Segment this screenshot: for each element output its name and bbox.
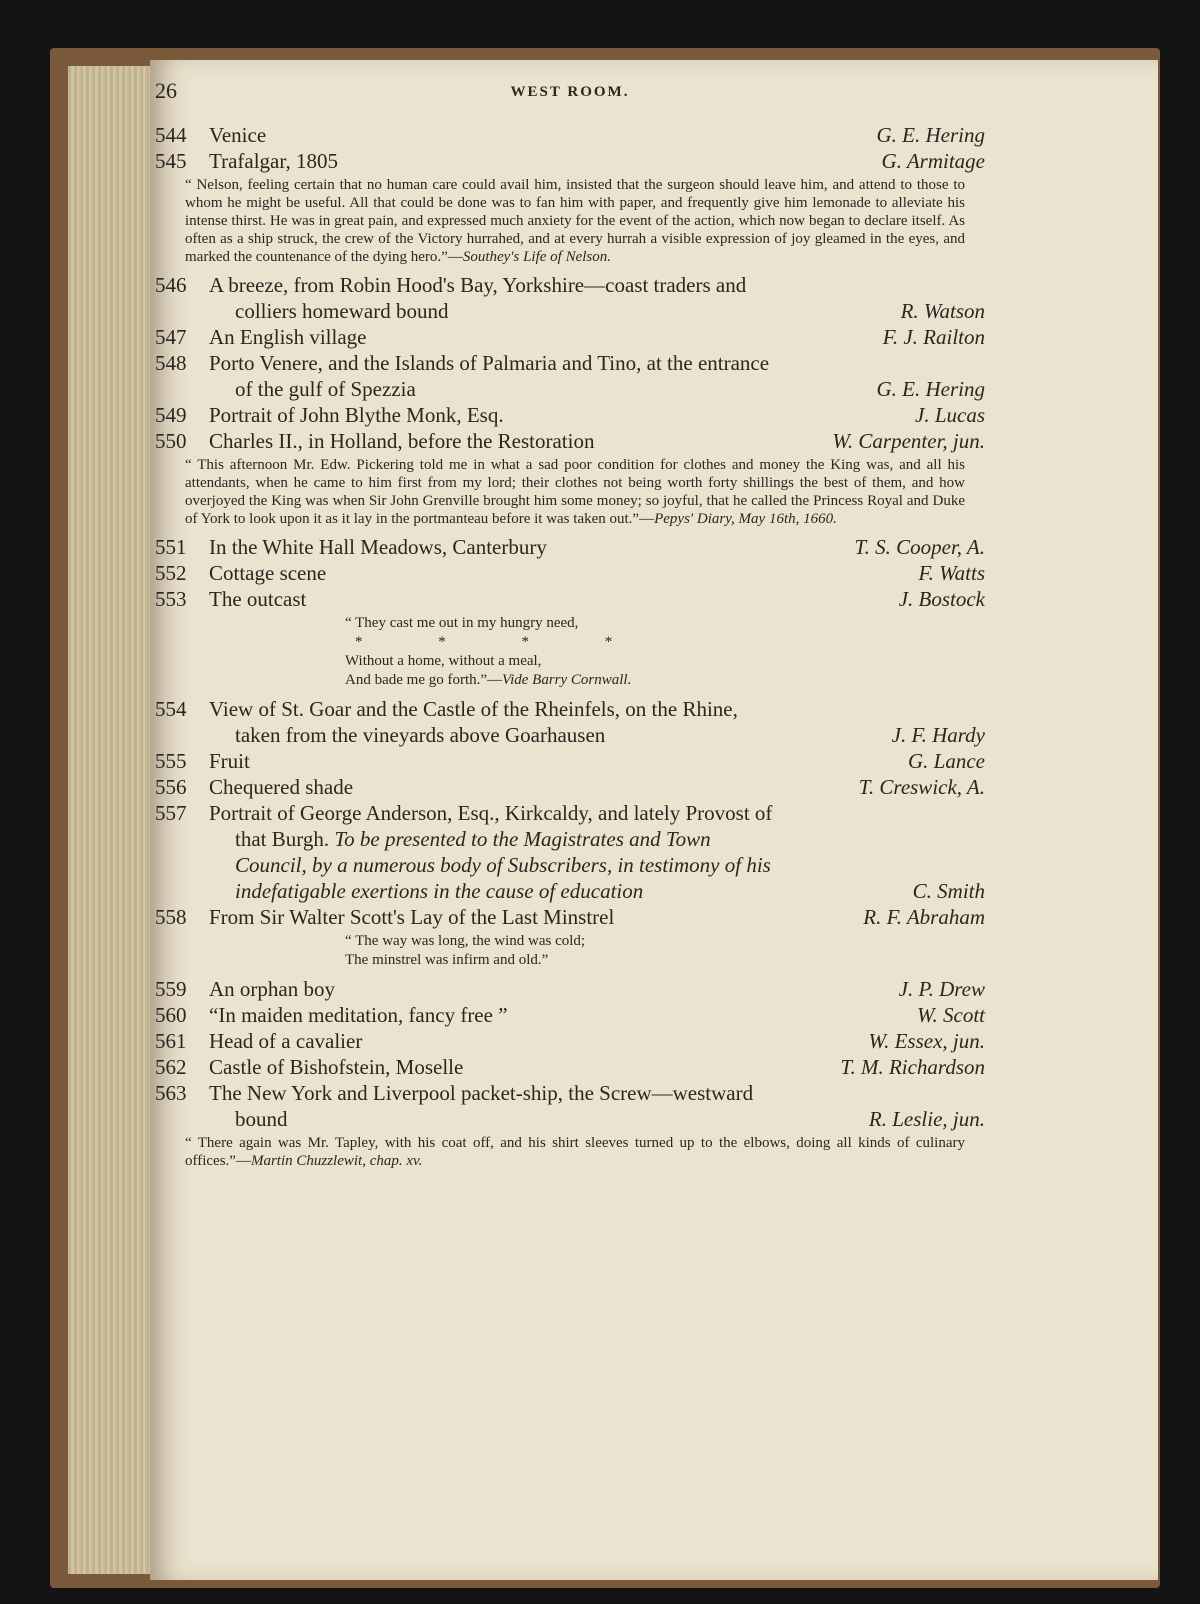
entry-title: An English village	[209, 325, 367, 349]
entry-artist: T. M. Richardson	[840, 1055, 985, 1079]
entry-title: Venice	[209, 123, 267, 147]
entry-number: 558	[155, 905, 187, 929]
entry-title: The outcast	[209, 587, 307, 611]
catalogue-entry	[155, 748, 985, 774]
entry-number: 544	[155, 123, 187, 147]
quote-text: “ There again was Mr. Tapley, with his coat off, and his shirt sleeves turned up to the elbows, doing all kinds of culinary offices.”—	[185, 1135, 965, 1169]
catalogue-entry	[155, 904, 985, 930]
entry-title-continued: taken from the vineyards above Goarhausen	[235, 723, 606, 747]
entry-artist: C. Smith	[912, 879, 985, 903]
quote-text: “ Nelson, feeling certain that no human care could avail him, insisted that the surgeon should leave him, and attend to those to whom he might be useful. All that could be done was to fan him with paper, and frequently give him lemonade to alleviate his intense thirst. He was in great pain, and expressed much anxiety for the event of the action, which now began to declare itself. As often as a ship struck, the crew of the Victory hurrahed, and at every hurrah a visible expression of joy gleamed in the eyes, and marked the countenance of the dying hero.”—	[185, 177, 965, 265]
entry-title: Charles II., in Holland, before the Restoration	[209, 429, 595, 453]
entry-title-continued	[235, 826, 985, 852]
catalogue-entry-continued	[155, 878, 985, 904]
entry-artist: T. Creswick, A.	[858, 775, 985, 799]
catalogue-entry	[155, 800, 985, 826]
quote-source: Pepys' Diary, May 16th, 1660.	[654, 511, 837, 527]
entry-artist: R. Watson	[900, 299, 985, 323]
entry-title-continued: of the gulf of Spezzia	[235, 377, 416, 401]
entry-number: 559	[155, 977, 187, 1001]
catalogue-entry	[155, 534, 985, 560]
entry-artist: J. Bostock	[898, 587, 985, 611]
catalogue-entry	[155, 324, 985, 350]
verse-line	[345, 671, 985, 690]
entry-artist: J. Lucas	[915, 403, 985, 427]
entry-number: 546	[155, 273, 187, 297]
entry-title: In the White Hall Meadows, Canterbury	[209, 535, 547, 559]
catalogue-entry	[155, 402, 985, 428]
catalogue-entry	[155, 148, 985, 174]
entry-title: Castle of Bishofstein, Moselle	[209, 1055, 464, 1079]
catalogue-entry	[155, 560, 985, 586]
entry-artist: W. Carpenter, jun.	[832, 429, 985, 453]
entry-title: Portrait of John Blythe Monk, Esq.	[209, 403, 504, 427]
entry-number: 561	[155, 1029, 187, 1053]
entry-number: 562	[155, 1055, 187, 1079]
entry-artist: F. Watts	[918, 561, 985, 585]
entry-artist: W. Essex, jun.	[868, 1029, 985, 1053]
entry-title: View of St. Goar and the Castle of the Rheinfels, on the Rhine,	[209, 697, 738, 721]
entry-title: Chequered shade	[209, 775, 354, 799]
entry-title-continued: indefatigable exertions in the cause of education	[235, 879, 644, 903]
entry-artist: G. E. Hering	[876, 377, 985, 401]
catalogue-entry	[155, 1002, 985, 1028]
entry-number: 548	[155, 351, 187, 375]
entry-number: 556	[155, 775, 187, 799]
entry-title-continued: bound	[235, 1107, 288, 1131]
catalogue-entry	[155, 122, 985, 148]
entry-quote	[155, 176, 985, 266]
verse-stars: * * * *	[355, 634, 649, 650]
catalogue-entry-continued	[155, 852, 985, 878]
entry-title: From Sir Walter Scott's Lay of the Last Minstrel	[209, 905, 615, 929]
entry-number: 563	[155, 1081, 187, 1105]
catalogue-entry	[155, 350, 985, 376]
entry-title: The New York and Liverpool packet-ship, the Screw—westward	[209, 1081, 754, 1105]
entry-number: 550	[155, 429, 187, 453]
entry-number: 560	[155, 1003, 187, 1027]
entry-title-continued: Council, by a numerous body of Subscribers, in testimony of his	[235, 853, 771, 877]
catalogue-entry	[155, 272, 985, 298]
entry-number: 551	[155, 535, 187, 559]
entry-number: 553	[155, 587, 187, 611]
entry-artist: J. P. Drew	[898, 977, 985, 1001]
running-head: WEST ROOM.	[510, 84, 630, 100]
entry-number: 552	[155, 561, 187, 585]
entry-number: 545	[155, 149, 187, 173]
entry-verse	[155, 614, 985, 690]
catalogue-entry	[155, 1080, 985, 1106]
verse-line: Without a home, without a meal,	[345, 653, 542, 669]
catalogue-entry-continued	[155, 1106, 985, 1132]
catalogue-entry	[155, 696, 985, 722]
verse-line: “ The way was long, the wind was cold;	[345, 933, 586, 949]
entry-title: “In maiden meditation, fancy free ”	[209, 1003, 508, 1027]
catalogue-entry-continued	[155, 826, 985, 852]
entry-number: 549	[155, 403, 187, 427]
entry-title: Trafalgar, 1805	[209, 149, 339, 173]
quote-source: Martin Chuzzlewit, chap. xv.	[250, 1153, 423, 1169]
entry-quote	[155, 1134, 985, 1170]
entry-artist: G. E. Hering	[876, 123, 985, 147]
entry-artist: J. F. Hardy	[891, 723, 985, 747]
page-number: 26	[155, 78, 177, 103]
catalogue-entry	[155, 1028, 985, 1054]
entry-artist: G. Lance	[908, 749, 985, 773]
quote-source: Southey's Life of Nelson.	[462, 249, 612, 265]
catalogue-entry-continued	[155, 298, 985, 324]
page-header	[155, 78, 985, 122]
entry-number: 555	[155, 749, 187, 773]
catalogue-entry	[155, 586, 985, 612]
catalogue-entry	[155, 774, 985, 800]
entry-title: Portrait of George Anderson, Esq., Kirkcaldy, and lately Provost of	[209, 801, 773, 825]
entry-number: 547	[155, 325, 187, 349]
entry-title: Fruit	[209, 749, 250, 773]
verse-text: And bade me go forth.”—	[345, 672, 503, 688]
entry-title: Porto Venere, and the Islands of Palmaria and Tino, at the entrance	[209, 351, 770, 375]
entry-title-continued: colliers homeward bound	[235, 299, 449, 323]
entry-quote	[155, 456, 985, 528]
entry-number: 554	[155, 697, 187, 721]
entry-artist: T. S. Cooper, A.	[854, 535, 985, 559]
entry-title: An orphan boy	[209, 977, 335, 1001]
entry-artist: G. Armitage	[881, 149, 985, 173]
quote-text: “ This afternoon Mr. Edw. Pickering told me in what a sad poor condition for clothes and money the King was, and all his attendants, when he came to him first from my lord; their clothes not being worth forty shillings the best of them, and how overjoyed the King was when Sir John Grenville brought him some money; so joyful, that he called the Princess Royal and Duke of York to look upon it as it lay in the portmanteau before it was taken out.”—	[185, 457, 965, 527]
verse-line: “ They cast me out in my hungry need,	[345, 615, 579, 631]
entry-title-part: that Burgh.	[235, 827, 330, 851]
entry-verse	[155, 932, 985, 970]
catalogue-entry-continued	[155, 376, 985, 402]
entry-artist: R. F. Abraham	[863, 905, 985, 929]
entry-artist: F. J. Railton	[882, 325, 985, 349]
catalogue-entry	[155, 976, 985, 1002]
verse-line: The minstrel was infirm and old.”	[345, 952, 549, 968]
entry-title: Cottage scene	[209, 561, 327, 585]
catalogue-entry	[155, 1054, 985, 1080]
entry-title: A breeze, from Robin Hood's Bay, Yorkshire—coast traders and	[209, 273, 747, 297]
entry-artist: W. Scott	[916, 1003, 985, 1027]
page-text	[155, 78, 985, 1176]
entry-title: Head of a cavalier	[209, 1029, 363, 1053]
catalogue-entry-continued	[155, 722, 985, 748]
entry-artist: R. Leslie, jun.	[868, 1107, 985, 1131]
entry-number: 557	[155, 801, 187, 825]
verse-source: Vide Barry Cornwall.	[502, 672, 632, 688]
catalogue-entry	[155, 428, 985, 454]
entry-title-italic: To be presented to the Magistrates and Town	[334, 827, 711, 851]
